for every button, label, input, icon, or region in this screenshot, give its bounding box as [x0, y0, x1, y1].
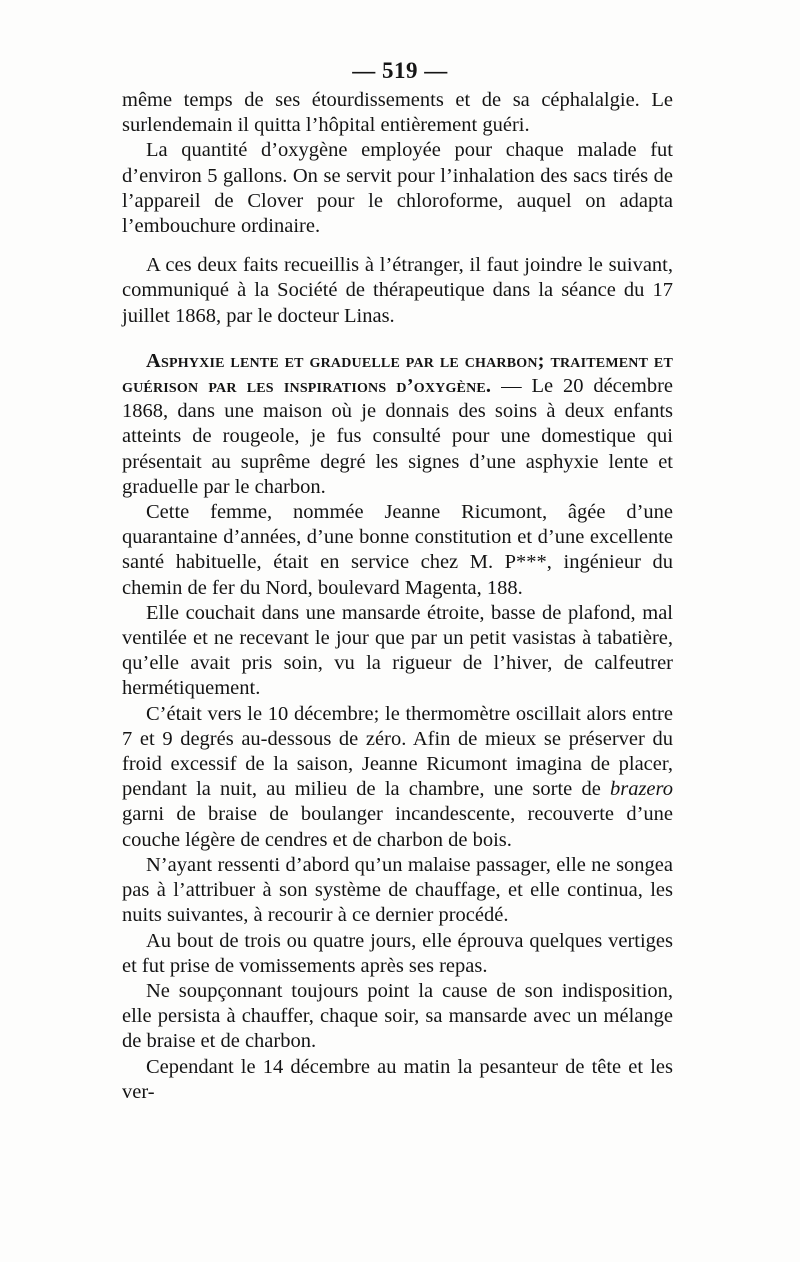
paragraph-brazero: [122, 702, 673, 853]
paragraph-continuation: même temps de ses étourdissements et de sa céphalalgie. Le surlendemain il quitta l’hôpital entièrement guéri.: [122, 89, 673, 137]
paragraph-room: Elle couchait dans une mansarde étroite, basse de plafond, mal ventilée et ne recevant le jour que par un petit vasistas à tabatière, qu’elle avait pris soin, vu la rigueur de l’hiver, de calfeutrer hermétiquement.: [122, 601, 673, 700]
brazero-emphasis: brazero: [609, 778, 673, 801]
brazero-text-before: C’était vers le 10 décembre; le thermomètre oscillait alors entre 7 et 9 degrés au-dessous de zéro. Afin de mieux se préserver du froid excessif de la saison, Jeanne Ricumont imagina de placer, pendant la nuit, au milieu de la chambre, une sorte de: [122, 702, 673, 801]
paragraph-persistence: Ne soupçonnant toujours point la cause de son indisposition, elle persista à chauffer, chaque soir, sa mansarde avec un mélange de braise et de charbon.: [122, 979, 673, 1053]
paragraph-malaise: N’ayant ressenti d’abord qu’un malaise passager, elle ne songea pas à l’attribuer à son système de chauffage, et elle continua, les nuits suivantes, à recourir à ce dernier procédé.: [122, 853, 673, 927]
section-heading: Asphyxie lente et graduelle par le charbon; traitement et guérison par les inspirations d’oxygène.: [122, 349, 673, 398]
brazero-text-after: garni de braise de boulanger incandescente, recouverte d’une couche légère de cendres et de charbon de bois.: [122, 803, 673, 851]
paragraph-vertigo: Au bout de trois ou quatre jours, elle éprouva quelques vertiges et fut prise de vomissements après ses repas.: [122, 929, 673, 977]
paragraph-introduction-linas: A ces deux faits recueillis à l’étranger, il faut joindre le suivant, communiqué à la Société de thérapeutique dans la séance du 17 juillet 1868, par le docteur Linas.: [122, 254, 673, 327]
section-heading-text: — Le 20 décembre 1868, dans une maison où je donnais des soins à deux enfants atteints de rougeole, je fus consulté pour une domestique qui présentait au suprême degré les signes d’une asphyxie lente et graduelle par le charbon.: [122, 375, 673, 498]
body-text: [122, 88, 673, 1105]
paragraph-oxygen-quantity: La quantité d’oxygène employée pour chaque malade fut d’environ 5 gallons. On se servit pour l’inhalation des sacs tirés de l’appareil de Clover pour le chloroforme, auquel on adapta l’embouchure ordinaire.: [122, 139, 673, 238]
paragraph-december-14: Cependant le 14 décembre au matin la pesanteur de tête et les ver-: [122, 1055, 673, 1103]
page-number: — 519 —: [352, 58, 448, 83]
paragraph-case-heading: [122, 349, 673, 500]
paragraph-patient: Cette femme, nommée Jeanne Ricumont, âgée d’une quarantaine d’années, d’une bonne constitution et d’une excellente santé habituelle, était en service chez M. P***, ingénieur du chemin de fer du Nord, boulevard Magenta, 188.: [122, 501, 673, 599]
